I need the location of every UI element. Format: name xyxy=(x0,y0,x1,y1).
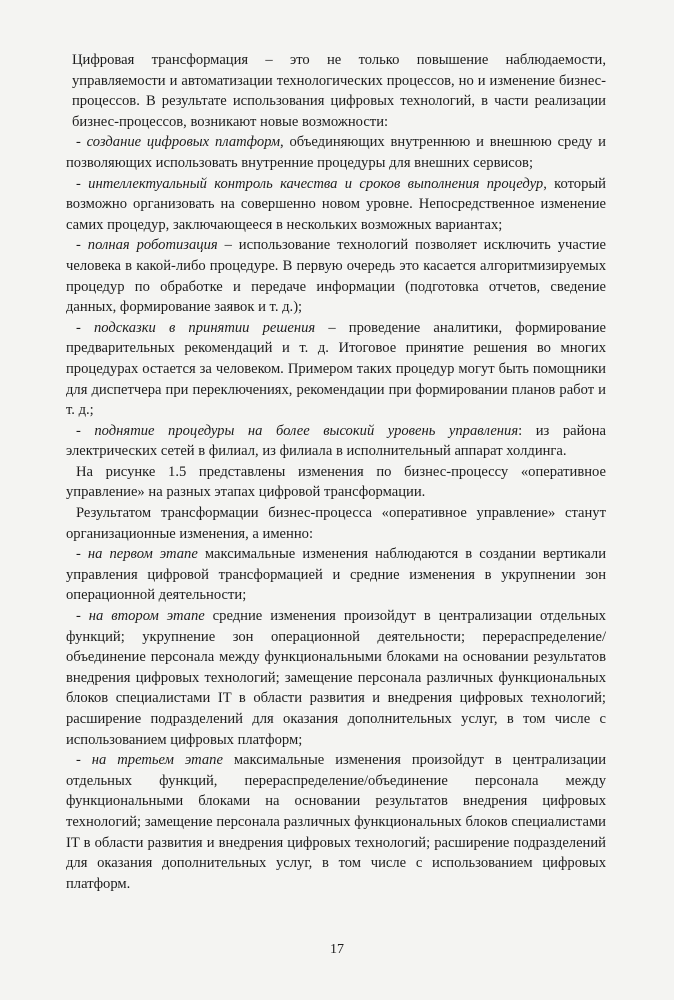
paragraph-intro: Цифровая трансформация – это не только повышение наблюдаемости, управляемости и автоматизации технологических процессов, но и изменение бизнес-процессов. В результате использования цифровых технологий, в части реализации бизнес-процессов, возникают новые возможности: xyxy=(72,52,606,130)
list-item-stage-3: - на третьем этапе максимальные изменения произойдут в централизации отдельных функций, перераспределение/объединение персонала между функциональными блоками на основании результатов внедрения цифровых технологий; замещение персонала различных функциональных блоков специалистами IT в области развития и внедрения цифровых технологий; расширение подразделений для оказания дополнительных услуг, в том числе с использованием цифровых платформ. xyxy=(66,752,607,892)
page-number: 17 xyxy=(330,942,344,957)
list-item-term: - на третьем этапе xyxy=(76,752,223,769)
list-item-decision-hints: - подсказки в принятии решения – проведение аналитики, формирование предварительных рекомендаций и т. д. Итоговое принятие решения во многих процедурах остается за человеком. Примером таких процедур могут быть помощники для диспетчера при переключениях, рекомендации при формировании планов работ и т. д.; xyxy=(66,319,606,419)
list-item-term: - на втором этапе xyxy=(76,608,205,625)
list-item-term: - создание цифровых платформ xyxy=(76,134,281,151)
paragraph-result: Результатом трансформации бизнес-процесса «оперативное управление» станут организационные изменения, а именно: xyxy=(66,505,606,542)
list-item-raising-level: - поднятие процедуры на более высокий уровень управления: из района электрических сетей в филиал, из филиала в исполнительный аппарат холдинга. xyxy=(66,422,606,460)
paragraph-figure-reference: На рисунке 1.5 представлены изменения по бизнес-процессу «оперативное управление» на разных этапах цифровой трансформации. xyxy=(66,463,606,501)
list-item-term: - интеллектуальный контроль качества и сроков выполнения процедур xyxy=(76,175,544,192)
list-item-stage-2: - на втором этапе средние изменения произойдут в централизации отдельных функций; укрупнение зон операционной деятельности; перераспределение/объединение персонала между функциональными блоками на основании результатов внедрения цифровых технологий; замещение персонала различных функциональных блоков специалистами IT в области развития и внедрения цифровых технологий; расширение подразделений для оказания дополнительных услуг, в том числе с использованием цифровых платформ; xyxy=(66,608,606,748)
list-item-quality-control: - интеллектуальный контроль качества и сроков выполнения процедур, который возможно организовать на совершенно новом уровне. Непосредственное изменение самих процедур, заключающееся в нескольких возможных вариантах; xyxy=(66,175,606,233)
list-item-robotization: - полная роботизация – использование технологий позволяет исключить участие человека в какой-либо процедуре. В первую очередь это касается алгоритмизируемых процедур по обработке и передаче информации (подготовка отчетов, сведение данных, формирование заявок и т. д.); xyxy=(66,237,606,316)
list-item-term: - подсказки в принятии решения xyxy=(76,319,316,336)
list-item-term: - полная роботизация xyxy=(76,237,218,254)
list-item-term: - поднятие процедуры на более высокий уровень управления xyxy=(76,422,519,439)
body-text xyxy=(66,50,606,894)
list-item-digital-platforms: - создание цифровых платформ, объединяющих внутреннюю и внешнюю среду и позволяющих использовать внутренние процедуры для внешних сервисов; xyxy=(66,134,606,171)
list-item-term: - на первом этапе xyxy=(76,546,198,563)
list-item-stage-1: - на первом этапе максимальные изменения наблюдаются в создании вертикали управления цифровой трансформацией и средние изменения в укрупнении зон операционной деятельности; xyxy=(66,546,607,604)
